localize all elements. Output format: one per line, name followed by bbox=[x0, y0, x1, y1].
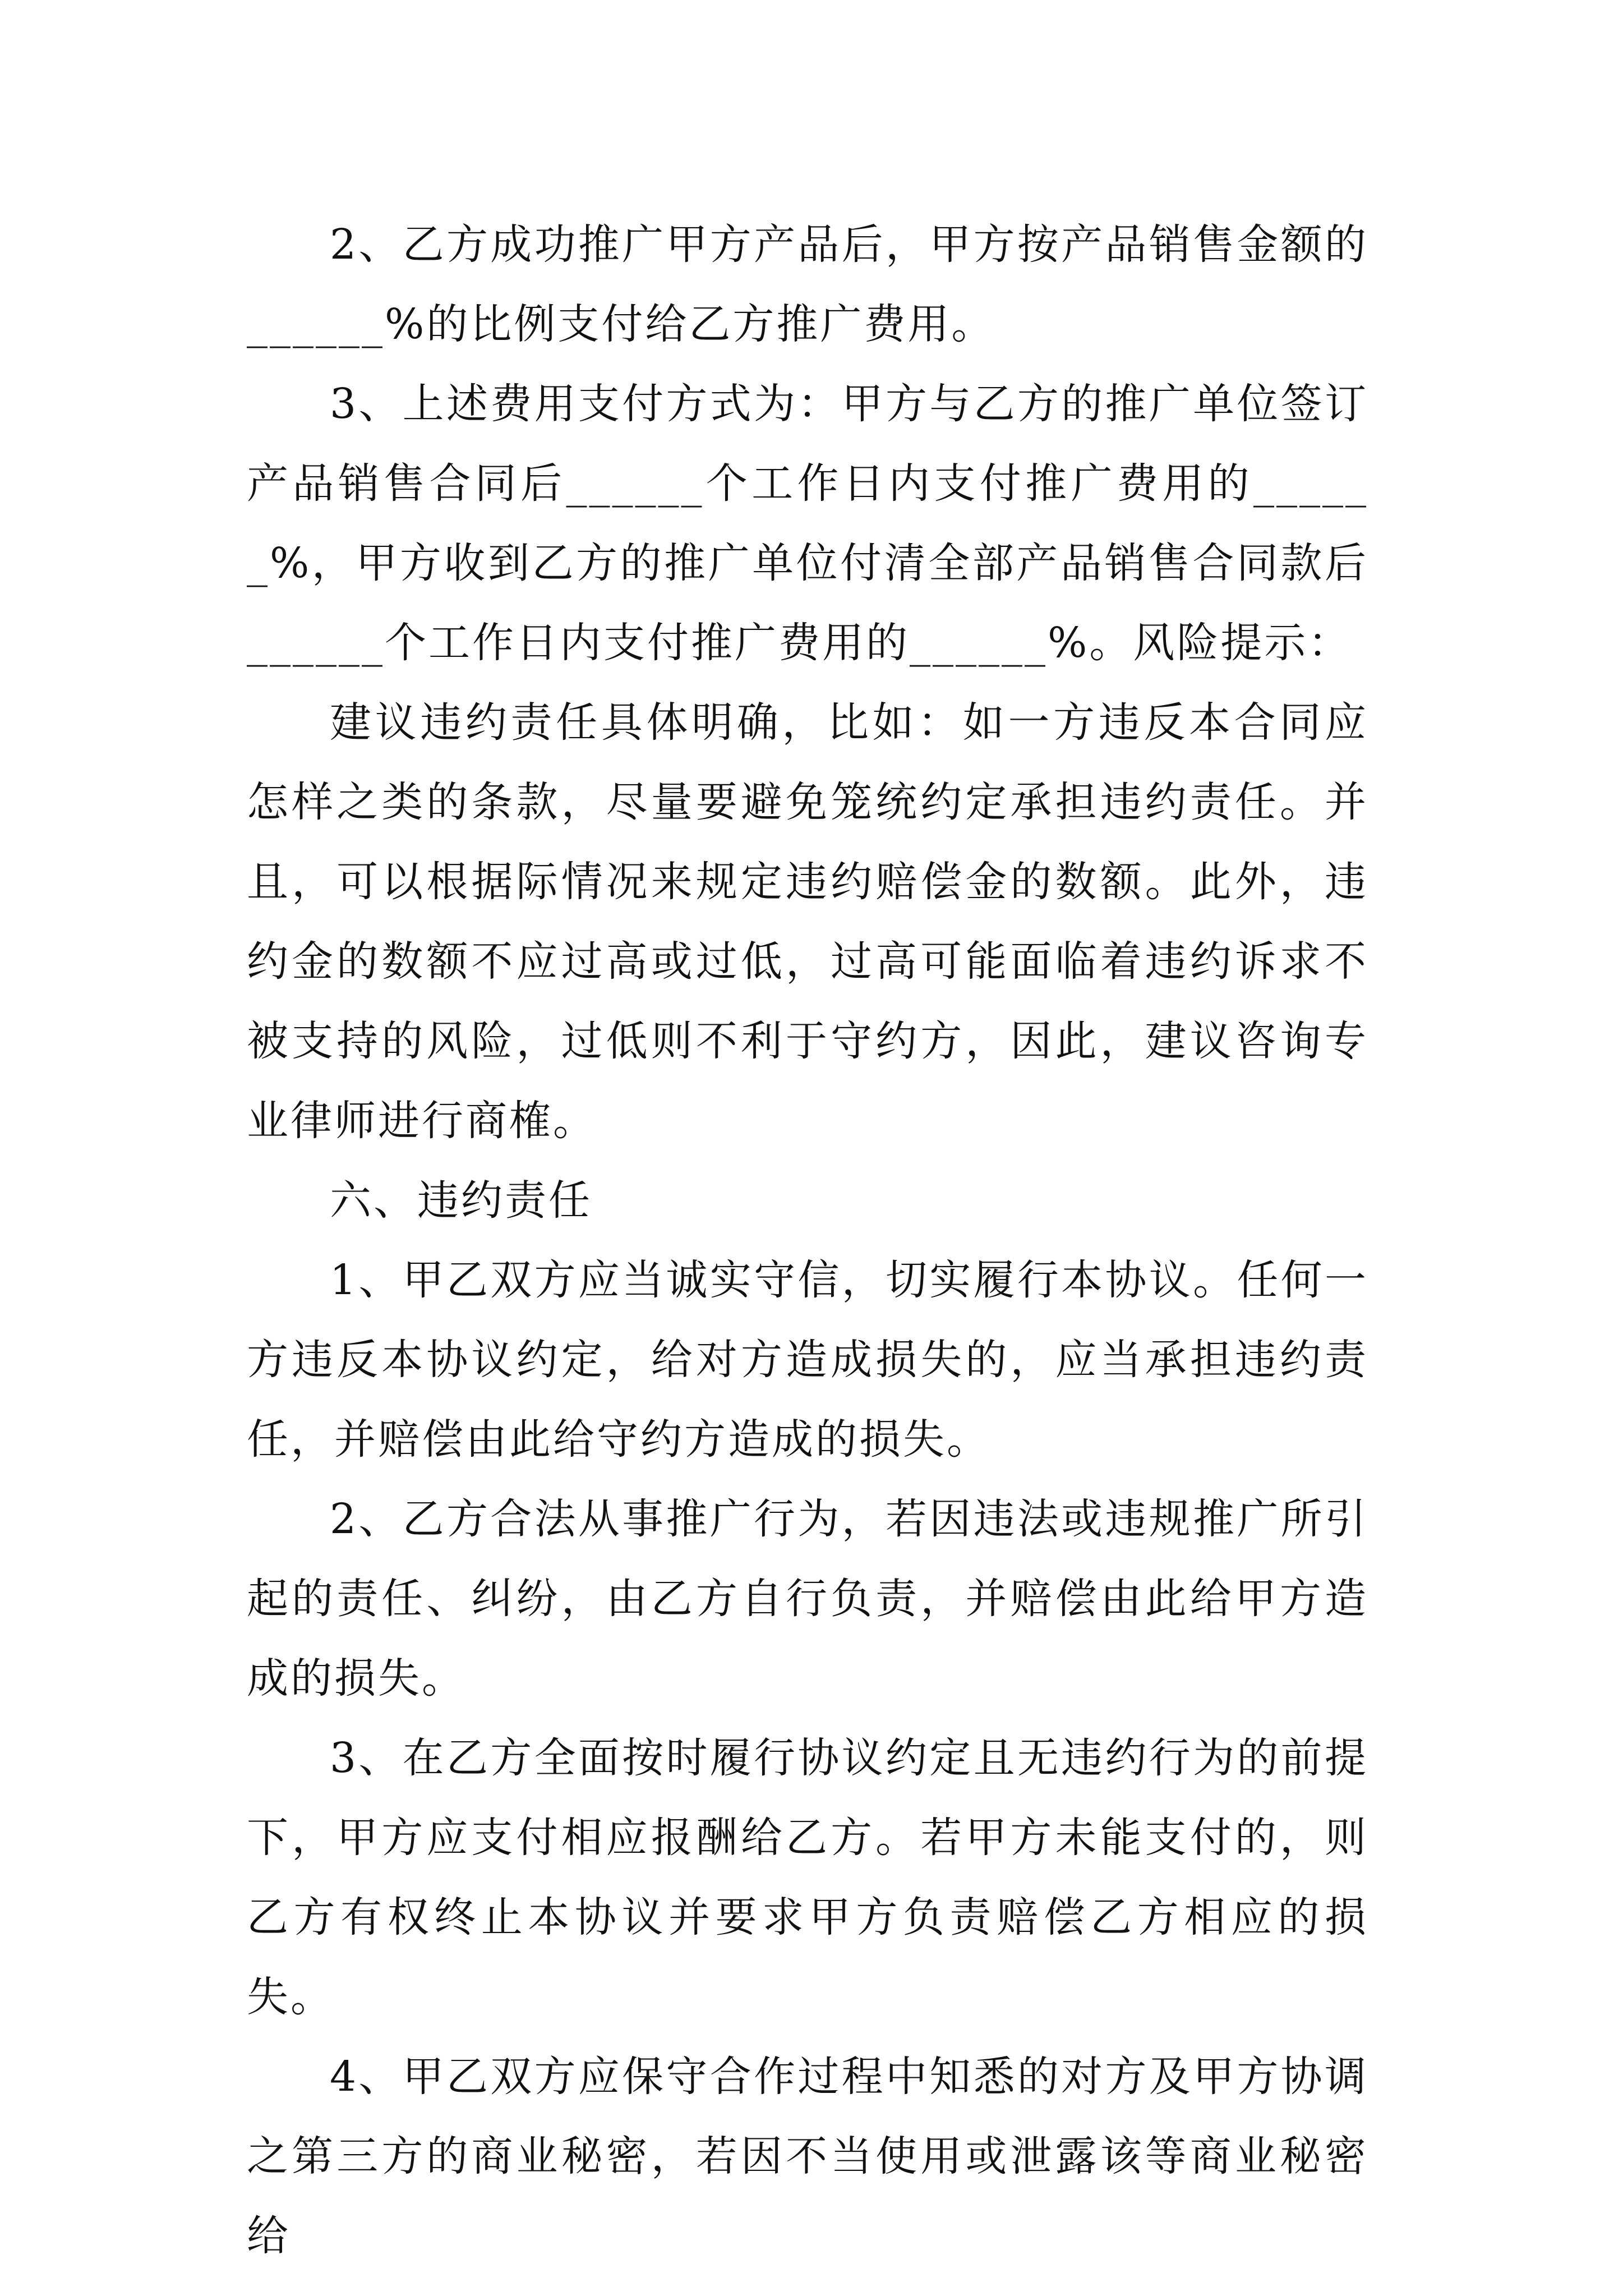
paragraph-clause-2: 2、乙方合法从事推广行为，若因违法或违规推广所引起的责任、纠纷，由乙方自行负责，并赔偿由此给甲方造成的损失。 bbox=[247, 1495, 1368, 1703]
paragraph-risk-advice: 建议违约责任具体明确，比如：如一方违反本合同应怎样之类的条款，尽量要避免笼统约定承担违约责任。并且，可以根据际情况来规定违约赔偿金的数额。此外，违约金的数额不应过高或过低，过高可能面临着违约诉求不被支持的风险，过低则不利于守约方，因此，建议咨询专业律师进行商榷。 bbox=[247, 698, 1368, 1145]
paragraph-clause-4: 4、甲乙双方应保守合作过程中知悉的对方及甲方协调之第三方的商业秘密，若因不当使用或泄露该等商业秘密给 bbox=[247, 2053, 1368, 2260]
paragraph-promotion-fee-rate: 2、乙方成功推广甲方产品后，甲方按产品销售金额的______%的比例支付给乙方推广费用。 bbox=[247, 220, 1368, 348]
section-heading-breach-liability: 六、违约责任 bbox=[330, 1176, 592, 1225]
document-body bbox=[247, 205, 1368, 2276]
paragraph-payment-method: 3、上述费用支付方式为：甲方与乙方的推广单位签订产品销售合同后______个工作日内支付推广费用的______%，甲方收到乙方的推广单位付清全部产品销售合同款后______个工作日内支付推广费用的______%。风险提示： bbox=[247, 380, 1368, 667]
paragraph-clause-1: 1、甲乙双方应当诚实守信，切实履行本协议。任何一方违反本协议约定，给对方造成损失的，应当承担违约责任，并赔偿由此给守约方造成的损失。 bbox=[247, 1256, 1368, 1464]
paragraph-clause-3: 3、在乙方全面按时履行协议约定且无违约行为的前提下，甲方应支付相应报酬给乙方。若甲方未能支付的，则乙方有权终止本协议并要求甲方负责赔偿乙方相应的损失。 bbox=[247, 1734, 1368, 2021]
